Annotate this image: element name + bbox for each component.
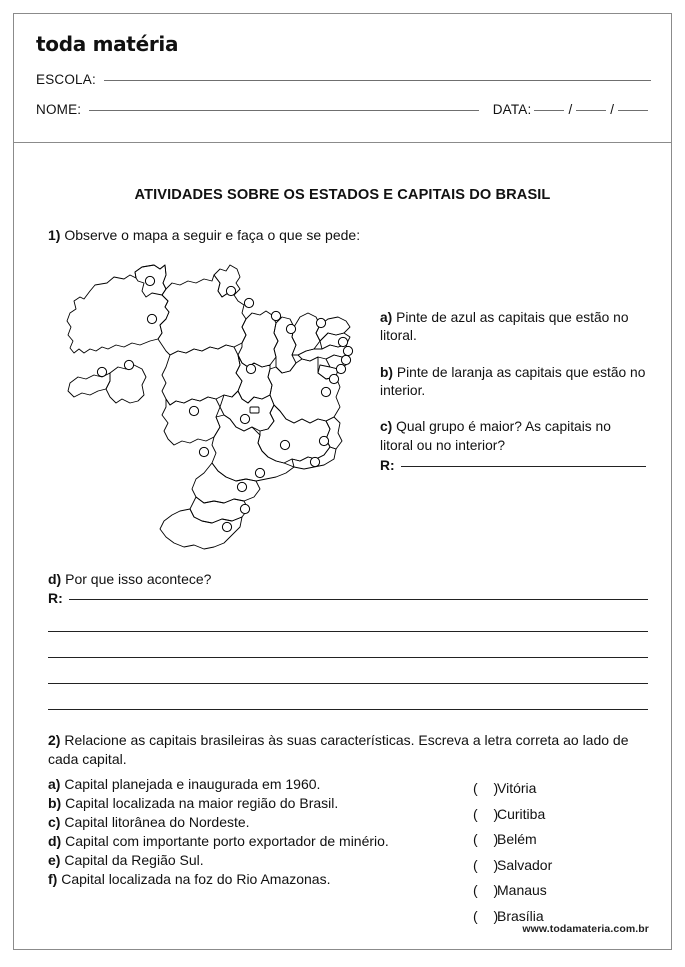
capital-marker-aracaju [329, 374, 338, 383]
question-1-item-a-text: Pinte de azul as capitais que estão no litoral. [380, 310, 629, 344]
question-2-capital-belem[interactable] [473, 827, 648, 853]
worksheet-body [14, 143, 671, 949]
name-label: NOME: [36, 102, 82, 117]
question-1-item-d-text: Por que isso acontece? [65, 571, 212, 587]
question-1-item-b-marker: b) [380, 364, 394, 380]
question-2-capital-brasilia-label: Brasília [497, 907, 544, 924]
question-1-item-a [380, 309, 646, 346]
question-2-checkbox-belem[interactable]: ( ) [473, 831, 505, 848]
question-2-capital-belem-label: Belém [497, 831, 537, 848]
question-2-capital-vitoria-label: Vitória [497, 780, 537, 797]
question-2-characteristic-e-text: Capital da Região Sul. [64, 851, 204, 868]
question-1-number: 1) [48, 227, 61, 243]
question-2-characteristic-d-marker: d) [48, 832, 62, 849]
question-2-capital-salvador[interactable] [473, 852, 648, 878]
capital-marker-porto-alegre [222, 522, 231, 531]
school-label: ESCOLA: [36, 72, 96, 87]
question-2-characteristic-c [48, 813, 448, 832]
question-2-characteristic-e [48, 851, 448, 870]
name-input-line[interactable] [89, 110, 478, 111]
school-input-line[interactable] [104, 80, 651, 81]
page-title: ATIVIDADES SOBRE OS ESTADOS E CAPITAIS DO BRASIL [134, 187, 551, 203]
question-2-checkbox-curitiba[interactable]: ( ) [473, 805, 505, 822]
map-state-outlines [67, 265, 350, 549]
date-field-group [493, 102, 651, 117]
question-2-characteristic-f [48, 870, 448, 889]
question-2-characteristics-list [48, 775, 448, 889]
question-2-characteristic-a-marker: a) [48, 775, 61, 792]
capital-marker-vitoria [319, 436, 328, 445]
capital-marker-cuiaba [189, 406, 198, 415]
capital-marker-rio-branco [97, 367, 106, 376]
capital-marker-joao-pessoa [343, 346, 352, 355]
question-2-characteristic-c-marker: c) [48, 813, 61, 830]
capital-marker-fortaleza [316, 318, 325, 327]
capital-marker-maceio [336, 364, 345, 373]
date-year-input[interactable] [618, 110, 648, 111]
brazil-map [62, 255, 380, 555]
capital-marker-boa-vista [145, 276, 154, 285]
question-2-number: 2) [48, 732, 61, 748]
question-1-item-c-text: Qual grupo é maior? As capitais no litoral ou no interior? [380, 419, 611, 453]
capital-marker-sao-paulo [255, 468, 264, 477]
question-2-capital-vitoria[interactable] [473, 776, 648, 802]
capital-marker-natal [338, 337, 347, 346]
capital-marker-palmas [246, 364, 255, 373]
date-label: DATA: [492, 102, 532, 117]
capital-marker-teresina [286, 324, 295, 333]
worksheet-page [13, 13, 672, 950]
question-1-prompt [48, 227, 360, 243]
question-1-d-answer-line-4[interactable] [48, 683, 648, 684]
question-2-characteristic-d [48, 832, 448, 851]
question-1-d-answer-label: R: [48, 590, 63, 606]
question-2-capitals-list [473, 776, 648, 929]
capital-marker-belo-horizonte [280, 440, 289, 449]
question-2-characteristic-b-marker: b) [48, 794, 62, 811]
question-1-prompt-text: Observe o mapa a seguir e faça o que se pede: [64, 227, 361, 243]
question-1-c-answer-label: R: [380, 458, 395, 474]
question-2-characteristic-a [48, 775, 448, 794]
question-1-items [380, 309, 646, 475]
question-2-capital-curitiba[interactable] [473, 801, 648, 827]
question-2-characteristic-e-marker: e) [48, 851, 61, 868]
capital-marker-campo-grande [199, 447, 208, 456]
question-2-capital-salvador-label: Salvador [497, 856, 553, 873]
footer-website-url: www.todamateria.com.br [522, 923, 649, 935]
capital-marker-goiania [240, 414, 249, 423]
date-separator-2: / [610, 102, 614, 117]
question-2-characteristic-f-text: Capital localizada na foz do Rio Amazonas. [61, 870, 331, 887]
question-2-characteristic-b [48, 794, 448, 813]
question-1-item-d-text-row [48, 571, 648, 587]
question-1-item-c [380, 418, 646, 475]
question-2-characteristic-c-text: Capital litorânea do Nordeste. [64, 813, 250, 830]
capital-marker-sao-luis [271, 311, 280, 320]
question-1-d-answer-line-2[interactable] [48, 631, 648, 632]
question-1-item-d-marker: d) [48, 571, 62, 587]
question-2-characteristic-b-text: Capital localizada na maior região do Brasil. [65, 794, 339, 811]
capital-marker-florianopolis [240, 504, 249, 513]
question-2 [48, 731, 648, 925]
question-1-c-answer-row [380, 457, 646, 475]
capital-marker-porto-velho [124, 360, 133, 369]
question-2-prompt-text: Relacione as capitais brasileiras às suas características. Escreva a letra correta ao lado de cada capital. [48, 732, 629, 767]
question-1-item-d [48, 571, 648, 710]
question-2-capital-curitiba-label: Curitiba [497, 805, 546, 822]
map-capital-markers [97, 276, 352, 531]
capital-marker-rio-de-janeiro [310, 457, 319, 466]
question-1-item-b [380, 364, 646, 401]
question-2-characteristic-d-text: Capital com importante porto exportador de minério. [65, 832, 389, 849]
question-1-item-c-marker: c) [380, 419, 393, 435]
question-2-checkbox-manaus[interactable]: ( ) [473, 882, 505, 899]
question-2-characteristic-a-text: Capital planejada e inaugurada em 1960. [64, 775, 321, 792]
worksheet-header [14, 14, 671, 143]
capital-marker-manaus [147, 314, 156, 323]
question-2-checkbox-vitoria[interactable]: ( ) [473, 780, 505, 797]
school-field-row [36, 72, 651, 87]
date-month-input[interactable] [576, 110, 606, 111]
capital-marker-belem [244, 298, 253, 307]
capital-marker-salvador [321, 387, 330, 396]
question-2-columns [48, 775, 648, 925]
brand-logo: toda matéria [36, 32, 179, 56]
question-2-capital-manaus[interactable] [473, 878, 648, 904]
question-1-d-answer-row [48, 590, 648, 606]
question-2-characteristic-f-marker: f) [48, 870, 58, 887]
capital-marker-curitiba [237, 482, 246, 491]
question-1-d-answer-line-5[interactable] [48, 709, 648, 710]
date-day-input[interactable] [534, 110, 564, 111]
date-separator-1: / [568, 102, 573, 117]
question-1-d-answer-line-1[interactable] [69, 599, 648, 600]
question-1-c-answer-line[interactable] [401, 466, 646, 467]
question-1-d-answer-line-3[interactable] [48, 657, 648, 658]
question-2-prompt [48, 731, 648, 769]
question-1-item-b-text: Pinte de laranja as capitais que estão no interior. [380, 364, 646, 399]
question-2-checkbox-salvador[interactable]: ( ) [473, 856, 505, 873]
question-2-capital-manaus-label: Manaus [497, 882, 547, 899]
question-1-item-a-marker: a) [380, 310, 393, 325]
question-2-checkbox-brasilia[interactable]: ( ) [473, 907, 505, 924]
name-field-row [36, 102, 651, 117]
capital-marker-recife [341, 355, 350, 364]
capital-marker-macapa [226, 286, 235, 295]
